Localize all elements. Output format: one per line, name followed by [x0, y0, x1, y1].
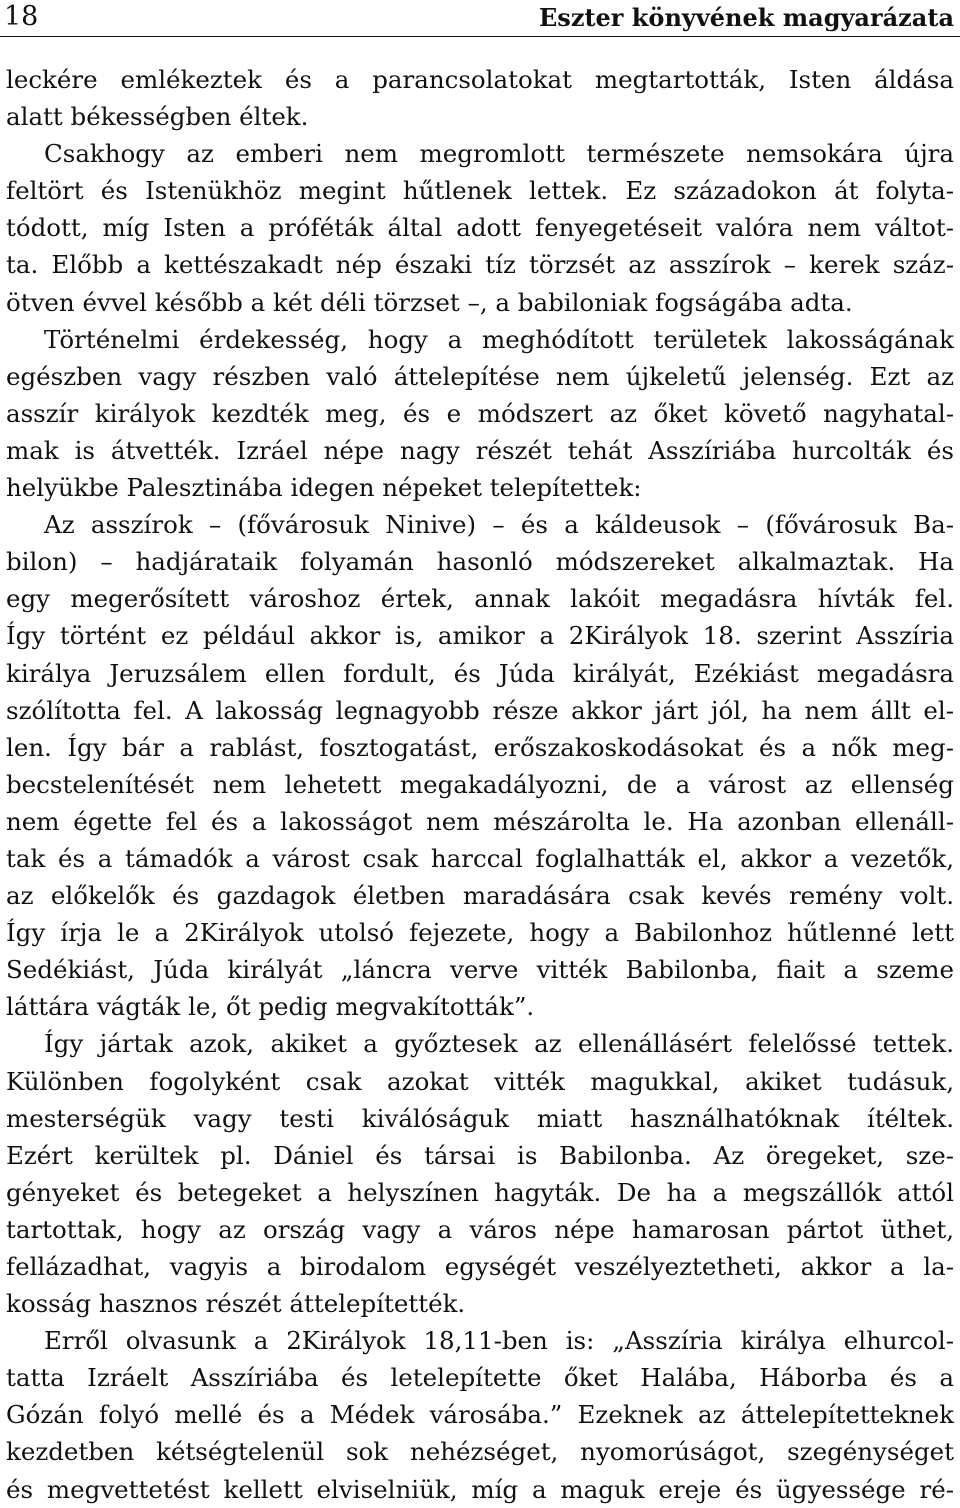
page-number: 18: [4, 1, 39, 32]
text-line: bilon) – hadjárataik folyamán hasonló módszereket alkalmaztak. Ha: [6, 547, 954, 577]
text-line: Gózán folyó mellé és a Médek városába.” Ezeknek az áttelepítetteknek: [6, 1400, 954, 1430]
text-line: feltört és Istenükhöz megint hűtlenek lettek. Ez századokon át folyta-: [6, 176, 954, 206]
text-line: Sedékiást, Júda királyát „láncra verve vitték Babilonba, fiait a szeme: [6, 955, 954, 985]
text-line: Így történt ez például akkor is, amikor a 2Királyok 18. szerint Asszíria: [6, 621, 954, 651]
text-line: helyükbe Palesztinába idegen népeket telepítettek:: [6, 473, 642, 503]
text-line: szólította fel. A lakosság legnagyobb része akkor járt jól, ha nem állt el-: [6, 695, 954, 725]
text-line: kosság hasznos részét áttelepítették.: [6, 1289, 466, 1319]
text-line: Erről olvasunk a 2Királyok 18,11-ben is: „Asszíria királya elhurcol-: [44, 1326, 954, 1356]
text-line: becstelenítését nem lehetett megakadályozni, de a várost az ellenség: [6, 769, 954, 799]
text-line: len. Így bár a rablást, fosztogatást, erőszakoskodásokat és a nők meg-: [6, 732, 954, 762]
running-title: Eszter könyvének magyarázata: [539, 3, 954, 32]
body-text: [6, 61, 954, 1508]
text-line: gényeket és betegeket a helyszínen hagyták. De ha a megszállók attól: [6, 1177, 954, 1207]
text-line: Különben fogolyként csak azokat vitték magukkal, akiket tudásuk,: [6, 1066, 954, 1096]
text-line: Így jártak azok, akiket a győztesek az ellenállásért felelőssé tettek.: [44, 1029, 954, 1059]
text-line: alatt békességben éltek.: [6, 102, 309, 132]
text-line: fellázadhat, vagyis a birodalom egységét veszélyeztetheti, akkor a la-: [6, 1252, 954, 1281]
text-line: tatta Izráelt Asszíriába és letelepítette őket Halába, Háborba és a: [6, 1363, 954, 1393]
text-line: tak és a támadók a várost csak harccal foglalhatták el, akkor a vezetők,: [6, 843, 954, 873]
text-line: kezdetben kétségtelenül sok nehézséget, nyomorúságot, szegénységet: [6, 1437, 954, 1467]
text-line: mesterségük vagy testi kiválóságuk miatt használhatóknak ítéltek.: [6, 1103, 954, 1133]
text-line: Csakhogy az emberi nem megromlott természete nemsokára újra: [44, 139, 954, 169]
text-line: Ezért kerültek pl. Dániel és társai is Babilonba. Az öregeket, sze-: [6, 1140, 954, 1170]
text-line: Történelmi érdekesség, hogy a meghódított területek lakosságának: [44, 324, 954, 354]
text-line: asszír királyok kezdték meg, és e módszert az őket követő nagyhatal-: [6, 398, 954, 428]
text-line: mak is átvették. Izráel népe nagy részét tehát Asszíriába hurcolták és: [6, 435, 954, 465]
text-line: Az asszírok – (fővárosuk Ninive) – és a káldeusok – (fővárosuk Ba-: [44, 510, 954, 540]
page-header: [0, 0, 960, 37]
text-line: láttára vágták le, őt pedig megvakították”.: [6, 992, 535, 1022]
text-line: és megvettetést kellett elviselniük, míg a maguk ereje és ügyessége ré-: [6, 1474, 954, 1504]
text-line: leckére emlékeztek és a parancsolatokat megtartották, Isten áldása: [6, 65, 954, 94]
text-line: az előkelők és gazdagok életben maradására csak kevés remény volt.: [6, 881, 954, 911]
text-line: tódott, míg Isten a próféták által adott fenyegetéseit valóra nem váltot-: [6, 213, 954, 243]
text-line: egészben vagy részben való áttelepítése nem újkeletű jelenség. Ezt az: [6, 361, 954, 391]
text-line: királya Jeruzsálem ellen fordult, és Júda királyát, Ezékiást megadásra: [6, 658, 954, 688]
text-line: Így írja le a 2Királyok utolsó fejezete, hogy a Babilonhoz hűtlenné lett: [6, 918, 954, 948]
text-line: ta. Előbb a kettészakadt nép északi tíz törzsét az asszírok – kerek száz-: [6, 250, 954, 280]
text-line: egy megerősített városhoz értek, annak lakóit megadásra hívták fel.: [6, 584, 954, 614]
text-line: ötven évvel később a két déli törzset –, a babiloniak fogságába adta.: [6, 287, 853, 317]
text-line: nem égette fel és a lakosságot nem mészárolta le. Ha azonban ellenáll-: [6, 806, 954, 836]
text-line: tartottak, hogy az ország vagy a város népe hamarosan pártot üthet,: [6, 1214, 954, 1244]
